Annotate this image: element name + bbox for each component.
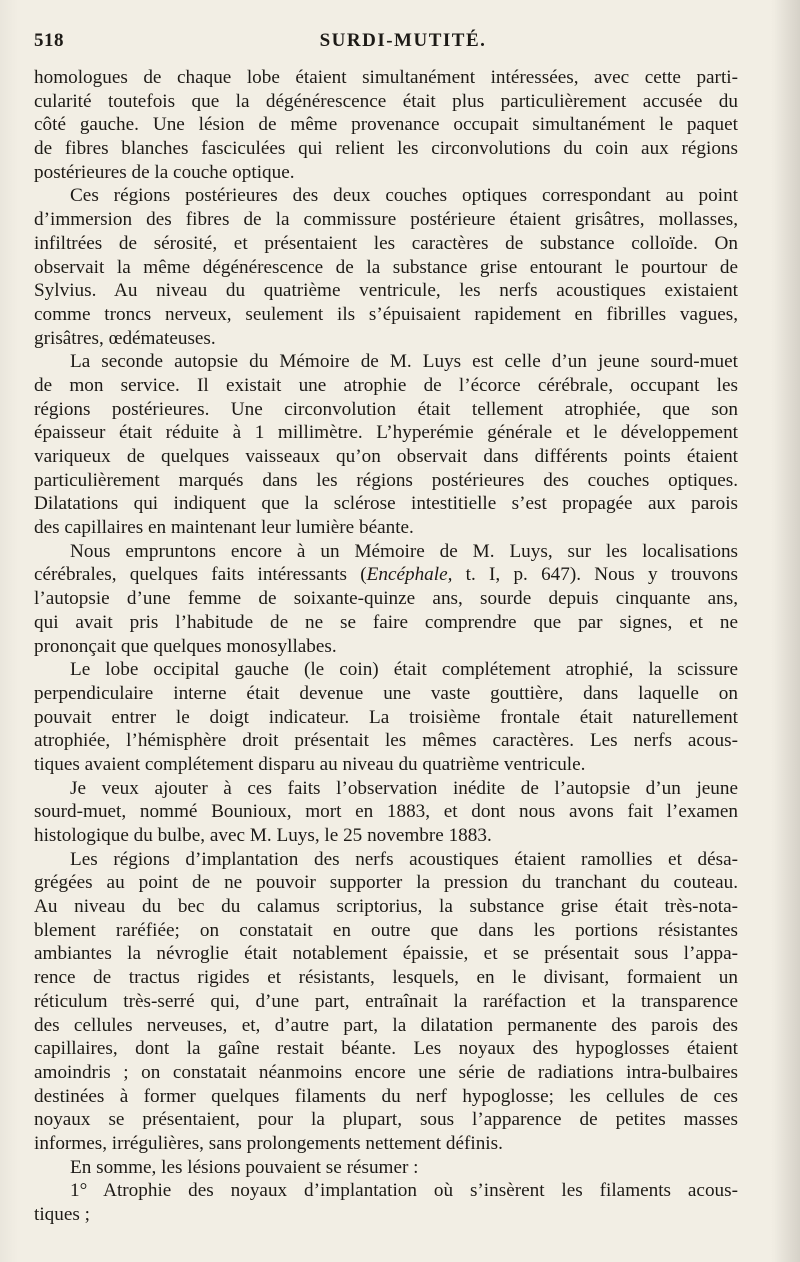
text-line: postérieures de la couche optique.: [34, 161, 295, 183]
text-line: réticulum très-serré qui, d’une part, entraînait la raréfaction et la transparence: [34, 990, 738, 1012]
text-line: capillaires, dont la gaîne restait béante. Les noyaux des hypoglosses étaient: [34, 1038, 738, 1060]
page-edge-shadow: [770, 0, 800, 1262]
running-title: SURDI-MUTITÉ.: [319, 30, 487, 51]
text-line: amoindris ; on constatait néanmoins encore une série de radiations intra-bulbaires: [34, 1061, 738, 1083]
text-line: Sylvius. Au niveau du quatrième ventricule, les nerfs acoustiques existaient: [34, 280, 738, 302]
text-line: rence de tractus rigides et résistants, lesquels, en le divisant, formaient un: [34, 967, 738, 989]
text-line: perpendiculaire interne était devenue une vaste gouttière, dans laquelle on: [34, 682, 738, 704]
text-line: tiques ;: [34, 1204, 90, 1225]
text-line: d’immersion des fibres de la commissure postérieure étaient grisâtres, mollasses,: [34, 209, 738, 231]
text-line-with-reference: [34, 563, 738, 587]
body-text: [34, 66, 738, 1227]
text-line: côté gauche. Une lésion de même provenance occupait simultanément le paquet: [34, 114, 738, 136]
text-line: Le lobe occipital gauche (le coin) était complétement atrophié, la scissure: [70, 659, 738, 681]
text-line: de mon service. Il existait une atrophie de l’écorce cérébrale, occupant les: [34, 374, 738, 396]
text-line: noyaux se présentaient, pour la plupart, sous l’apparence de petites masses: [34, 1109, 738, 1131]
text-line: observait la même dégénérescence de la substance grise entourant le pourtour de: [34, 256, 738, 278]
page-number: 518: [34, 30, 64, 51]
text-line: comme troncs nerveux, seulement ils s’épuisaient rapidement en fibrilles vagues,: [34, 303, 738, 325]
text-line: des capillaires en maintenant leur lumière béante.: [34, 517, 414, 539]
text-line: régions postérieures. Une circonvolution était tellement atrophiée, que son: [34, 398, 738, 420]
text-line: blement raréfiée; on constatait en outre que dans les portions résistantes: [34, 919, 738, 941]
text-line: Ces régions postérieures des deux couches optiques correspondant au point: [70, 185, 738, 207]
text-line: atrophiée, l’hémisphère droit présentait les mêmes caractères. Les nerfs acous-: [34, 730, 738, 752]
text-line: l’autopsie d’une femme de soixante-quinze ans, sourde depuis cinquante ans,: [34, 588, 738, 610]
text-line: Dilatations qui indiquent que la sclérose intestitielle s’est propagée aux parois: [34, 493, 738, 515]
text-line: grégées au point de ne pouvoir supporter la pression du tranchant du couteau.: [34, 872, 738, 894]
page-header: [34, 30, 772, 60]
text-line: qui avait pris l’habitude de ne se faire comprendre que par signes, et ne: [34, 611, 738, 633]
text-line: informes, irrégulières, sans prolongements nettement définis.: [34, 1132, 503, 1154]
text-line: destinées à former quelques filaments du nerf hypoglosse; les cellules de ces: [34, 1085, 738, 1107]
text-line: homologues de chaque lobe étaient simultanément intéressées, avec cette parti-: [34, 67, 738, 88]
text-line: tiques avaient complétement disparu au niveau du quatrième ventricule.: [34, 753, 586, 775]
text-line: variqueux de quelques vaisseaux qu’on observait dans différents points étaient: [34, 446, 738, 467]
text-line: infiltrées de sérosité, et présentaient les caractères de substance colloïde. On: [34, 232, 738, 254]
text-line: particulièrement marqués dans les régions postérieures des couches optiques.: [34, 469, 738, 491]
text-fragment: t. I, p. 647). Nous y trouvons: [452, 564, 738, 586]
text-fragment: cérébrales, quelques faits intéressants (: [34, 564, 367, 586]
text-line: Au niveau du bec du calamus scriptorius, la substance grise était très-nota-: [34, 896, 738, 918]
text-line: Nous empruntons encore à un Mémoire de M. Luys, sur les localisations: [70, 540, 738, 562]
text-line: ambiantes la névroglie était notablement épaissie, et se présentait sous l’appa-: [34, 943, 738, 965]
text-line: 1° Atrophie des noyaux d’implantation où s’insèrent les filaments acous-: [70, 1180, 738, 1202]
text-line: des cellules nerveuses, et, d’autre part, la dilatation permanente des parois des: [34, 1014, 738, 1036]
text-line: La seconde autopsie du Mémoire de M. Luys est celle d’un jeune sourd-muet: [70, 351, 738, 373]
text-line: Les régions d’implantation des nerfs acoustiques étaient ramollies et désa-: [70, 848, 738, 870]
text-line: histologique du bulbe, avec M. Luys, le 25 novembre 1883.: [34, 825, 492, 846]
text-line: grisâtres, œdémateuses.: [34, 327, 216, 349]
text-line: Je veux ajouter à ces faits l’observation inédite de l’autopsie d’un jeune: [70, 777, 738, 799]
text-line: cularité toutefois que la dégénérescence était plus particulièrement accusée du: [34, 90, 738, 112]
text-line: prononçait que quelques monosyllabes.: [34, 635, 337, 657]
text-line: sourd-muet, nommé Bounioux, mort en 1883, et dont nous avons fait l’examen: [34, 801, 738, 823]
text-line: pouvait entrer le doigt indicateur. La troisième frontale était naturellement: [34, 706, 738, 728]
text-line: de fibres blanches fasciculées qui relient les circonvolutions du coin aux régions: [34, 138, 738, 160]
text-line: épaisseur était réduite à 1 millimètre. L’hyperémie générale et le développement: [34, 422, 738, 444]
journal-reference: Encéphale,: [366, 564, 453, 586]
text-line: En somme, les lésions pouvaient se résumer :: [70, 1156, 419, 1178]
